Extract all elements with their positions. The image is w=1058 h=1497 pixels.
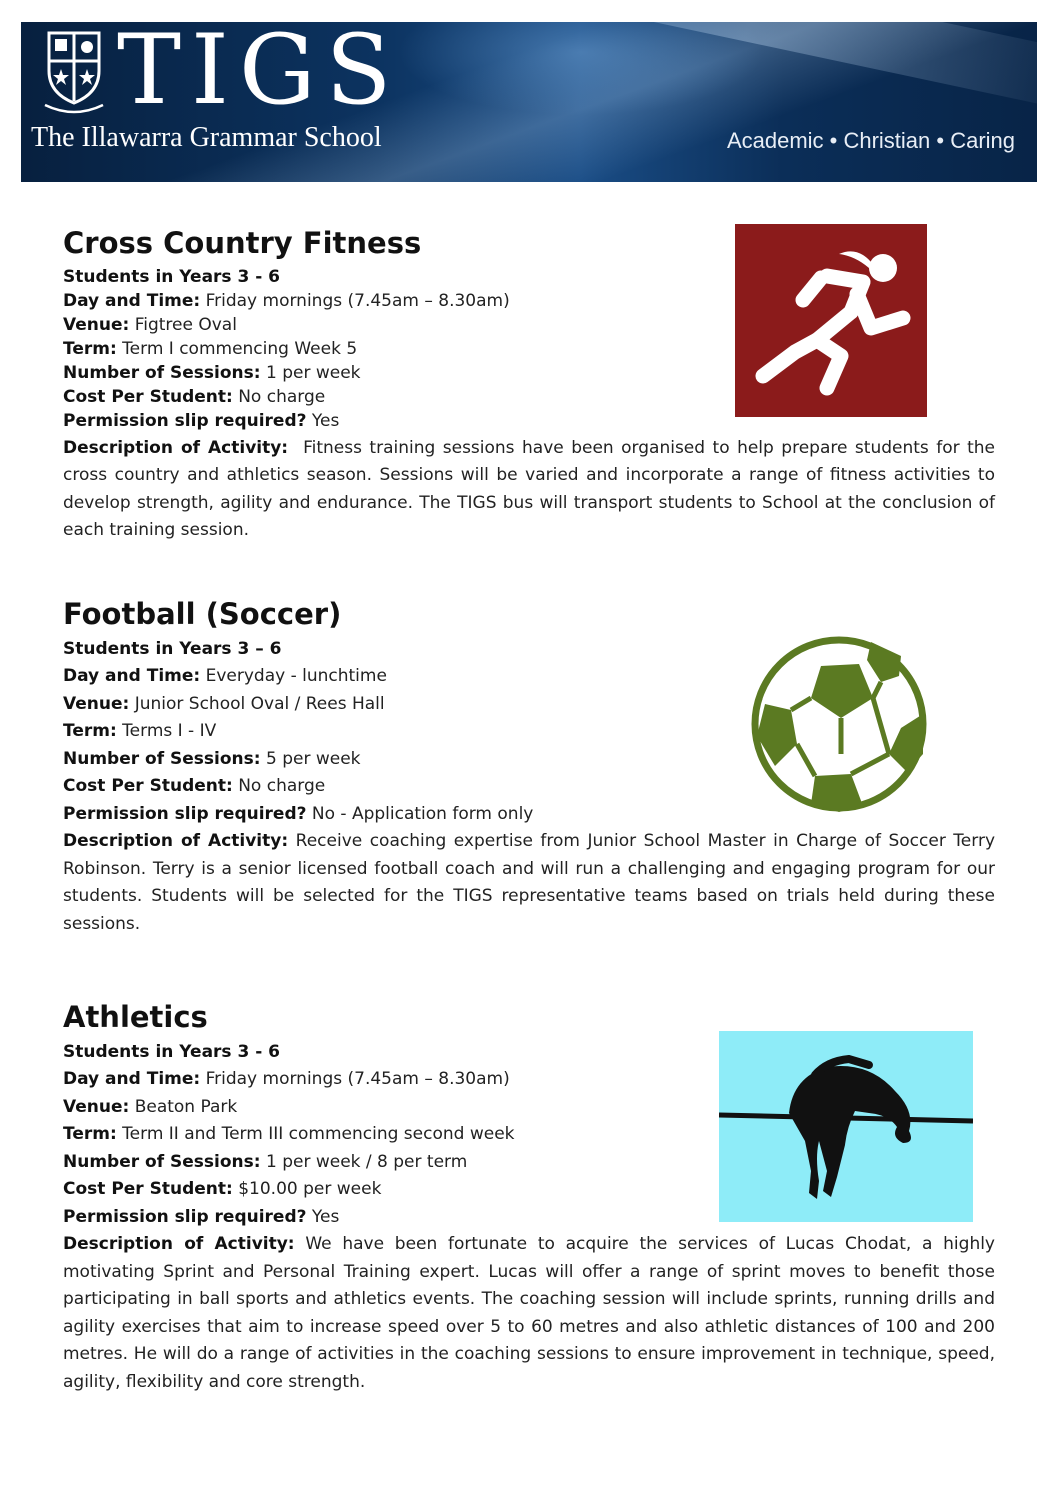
number-of-sessions: Number of Sessions: 5 per week (63, 748, 361, 769)
venue: Venue: Beaton Park (63, 1096, 238, 1117)
activity-description: Description of Activity: Fitness training sessions have been organised to help prepare students for the cross country and athletics season. Sessions will be varied and incorporate a range of fitness activities to develop strength, agility and endurance. The TIGS bus will transport students to School at the conclusion of each training session. (63, 437, 995, 541)
permission-slip: Permission slip required? Yes (63, 1206, 340, 1227)
cost-per-student: Cost Per Student: No charge (63, 776, 326, 797)
number-of-sessions: Number of Sessions: 1 per week / 8 per term (63, 1151, 468, 1172)
soccer-ball-icon (751, 636, 927, 812)
activity-description: Description of Activity: We have been fortunate to acquire the services of Lucas Chodat, a highly motivating Sprint and Personal Training expert. Lucas will offer a range of sprint moves to benefit those participating in ball sports and athletics events. The coaching session will include sprints, running drills and agility exercises that aim to increase speed over 5 to 60 metres and also athletic distances of 100 and 200 metres. He will do a range of activities in the coaching sessions to ensure improvement in technique, speed, agility, flexibility and core strength. (63, 1234, 995, 1392)
venue: Venue: Figtree Oval (63, 314, 237, 335)
term: Term: Terms I - IV (63, 721, 217, 742)
students-years: Students in Years 3 - 6 (63, 266, 281, 287)
students-years: Students in Years 3 – 6 (63, 638, 282, 659)
high-jump-icon (719, 1031, 973, 1222)
permission-slip: Permission slip required? Yes (63, 410, 340, 431)
activity-title: Cross Country Fitness (63, 226, 422, 260)
school-crest-icon (43, 27, 105, 119)
cost-per-student: Cost Per Student: No charge (63, 386, 326, 407)
school-tagline: Academic • Christian • Caring (726, 128, 1015, 153)
permission-slip: Permission slip required? No - Application form only (63, 803, 534, 824)
students-years: Students in Years 3 - 6 (63, 1041, 281, 1062)
day-time: Day and Time: Friday mornings (7.45am – 8.30am) (63, 1069, 510, 1090)
brand-wordmark: TIGS (117, 22, 402, 126)
cost-per-student: Cost Per Student: $10.00 per week (63, 1179, 382, 1200)
banner-highlight (402, 22, 1037, 114)
activity-title: Athletics (63, 1000, 208, 1034)
day-time: Day and Time: Friday mornings (7.45am – 8.30am) (63, 290, 510, 311)
term: Term: Term I commencing Week 5 (63, 338, 358, 359)
runner-icon (735, 224, 927, 417)
venue: Venue: Junior School Oval / Rees Hall (63, 693, 385, 714)
day-time: Day and Time: Everyday - lunchtime (63, 666, 387, 687)
activity-title: Football (Soccer) (63, 597, 342, 631)
activity-description: Description of Activity: Receive coaching expertise from Junior School Master in Charge of Soccer Terry Robinson. Terry is a senior licensed football coach and will run a challenging and engaging program for our students. Students will be selected for the TIGS representative teams based on trials held during these sessions. (63, 831, 996, 934)
number-of-sessions: Number of Sessions: 1 per week (63, 362, 361, 383)
school-name: The Illawarra Grammar School (31, 122, 382, 153)
term: Term: Term II and Term III commencing second week (63, 1124, 515, 1145)
header-banner (21, 22, 1037, 182)
